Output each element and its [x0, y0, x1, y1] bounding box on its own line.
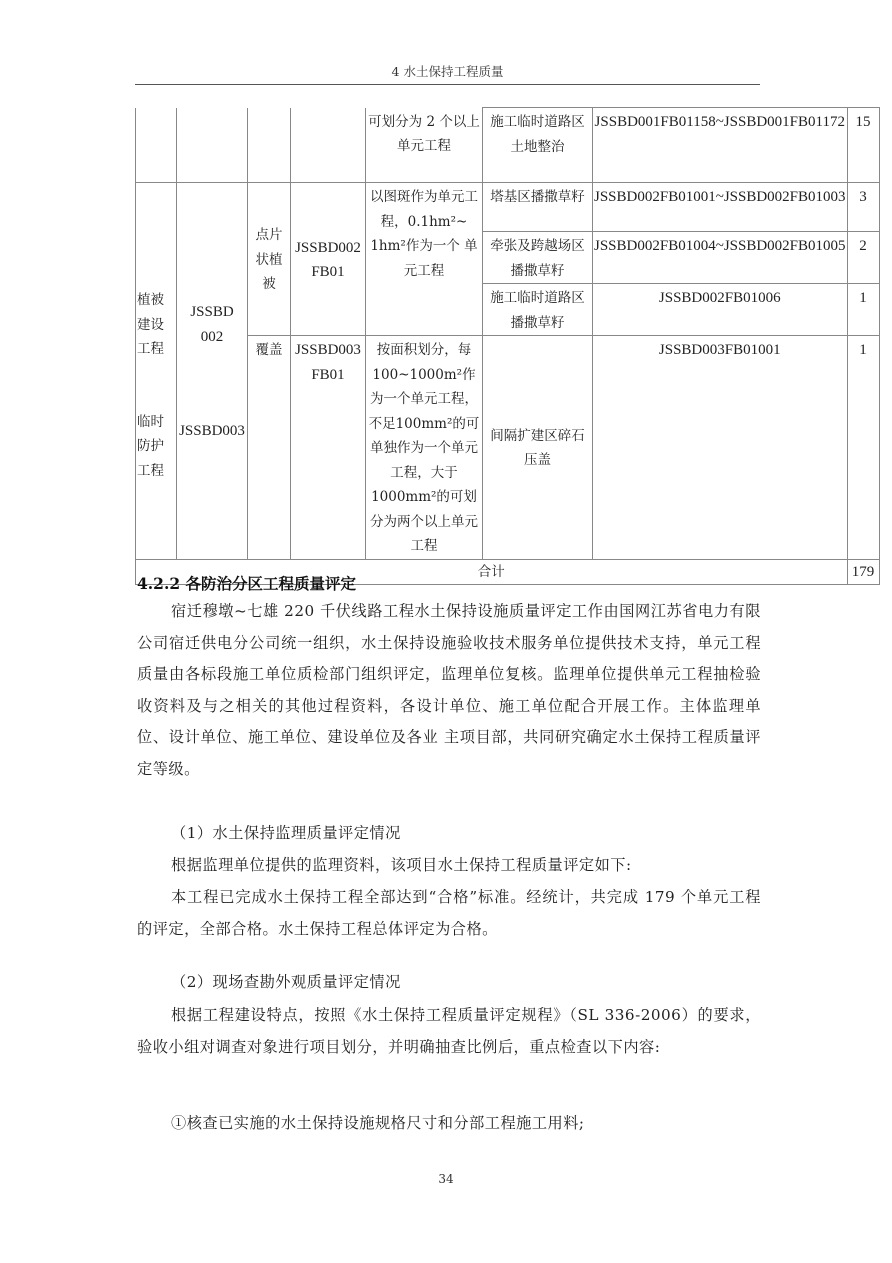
cell-category-code: JSSBD003 [179, 423, 245, 439]
cell-division-method: 以图斑作为单元工程，0.1hm²~ 1hm²作为一个 单元工程 [366, 183, 483, 336]
cell-subitem: 覆盖 [248, 336, 291, 560]
cell-subitem [248, 108, 291, 183]
cell-unit-codes: JSSBD002FB01006 [593, 284, 848, 336]
cell-unit-codes: JSSBD002FB01001~JSSBD002FB01003 [593, 183, 848, 232]
cell-location: 施工临时道路区播撒草籽 [483, 284, 593, 336]
cell-category-code [177, 108, 248, 183]
cell-category: 临时防护工程 [137, 413, 164, 479]
cell-category [136, 108, 177, 183]
paragraph-supervision-result: 本工程已完成水土保持工程全部达到“合格”标准。经统计，共完成 179 个单元工程的评定，全部合格。水土保持工程总体评定为合格。 [137, 888, 761, 938]
cell-subitem-code: JSSBD002FB01 [291, 183, 366, 336]
cell-count: 15 [847, 108, 879, 183]
paragraph-site-inspection: 根据工程建设特点，按照《水土保持工程质量评定规程》（SL 336-2006）的要求，验收小组对调查对象进行项目划分，并明确抽查比例后，重点检查以下内容: [137, 1006, 761, 1056]
cell-location: 牵张及跨越场区播撒草籽 [483, 232, 593, 284]
cell-unit-codes: JSSBD002FB01004~JSSBD002FB01005 [593, 232, 848, 284]
cell-category: 植被建设工程 [137, 292, 164, 358]
table-row [136, 108, 880, 183]
table-row [136, 183, 880, 232]
subheading-supervision: （1）水土保持监理质量评定情况 [171, 824, 401, 842]
cell-unit-codes: JSSBD003FB01001 [593, 336, 848, 560]
cell-unit-codes: JSSBD001FB01158~JSSBD001FB01172 [593, 108, 848, 183]
cell-location: 间隔扩建区碎石压盖 [483, 336, 593, 560]
unit-project-table [135, 107, 880, 585]
cell-division-method: 可划分为 2 个以上单元工程 [366, 108, 483, 183]
header-rule [135, 84, 760, 85]
cell-count: 1 [847, 336, 879, 560]
subheading-site-inspection: （2）现场查勘外观质量评定情况 [171, 973, 401, 991]
total-label: 合计 [136, 559, 848, 585]
cell-subitem-code: JSSBD003FB01 [291, 336, 366, 560]
cell-category-code: JSSBD 002 [190, 304, 234, 345]
total-value: 179 [847, 559, 879, 585]
cell-division-method: 按面积划分，每100~1000m²作为一个单元工程，不足100mm²的可单独作为一个单元工程，大于1000mm²的可划分为两个以上单元工程 [366, 336, 483, 560]
cell-location: 塔基区播撒草籽 [483, 183, 593, 232]
paragraph-intro: 宿迁穆墩~七雄 220 千伏线路工程水土保持设施质量评定工作由国网江苏省电力有限公司宿迁供电分公司统一组织，水土保持设施验收技术服务单位提供技术支持，单元工程质量由各标段施工单位质检部门组织评定，监理单位复核。监理单位提供单元工程抽检验收资料及与之相关的其他过程资料，各设计单位、施工单位配合开展工作。主体监理单位、设计单位、施工单位、建设单位及各业 主项目部，共同研究确定水土保持工程质量评定等级。 [137, 602, 761, 778]
cell-subitem: 点片状植 被 [248, 183, 291, 336]
table-row [136, 336, 880, 560]
page-number: 34 [438, 1172, 454, 1186]
cell-category-code-group [177, 183, 248, 560]
cell-category-group [136, 183, 177, 560]
list-item-check-1: ①核查已实施的水土保持设施规格尺寸和分部工程施工用料; [171, 1114, 585, 1132]
section-heading: 4.2.2 各防治分区工程质量评定 [137, 574, 357, 593]
cell-count: 2 [847, 232, 879, 284]
running-header: 4 水土保持工程质量 [391, 64, 504, 79]
cell-count: 3 [847, 183, 879, 232]
cell-count: 1 [847, 284, 879, 336]
cell-location: 施工临时道路区土地整治 [483, 108, 593, 183]
paragraph-supervision-source: 根据监理单位提供的监理资料，该项目水土保持工程质量评定如下: [171, 856, 632, 874]
cell-subitem-code [291, 108, 366, 183]
